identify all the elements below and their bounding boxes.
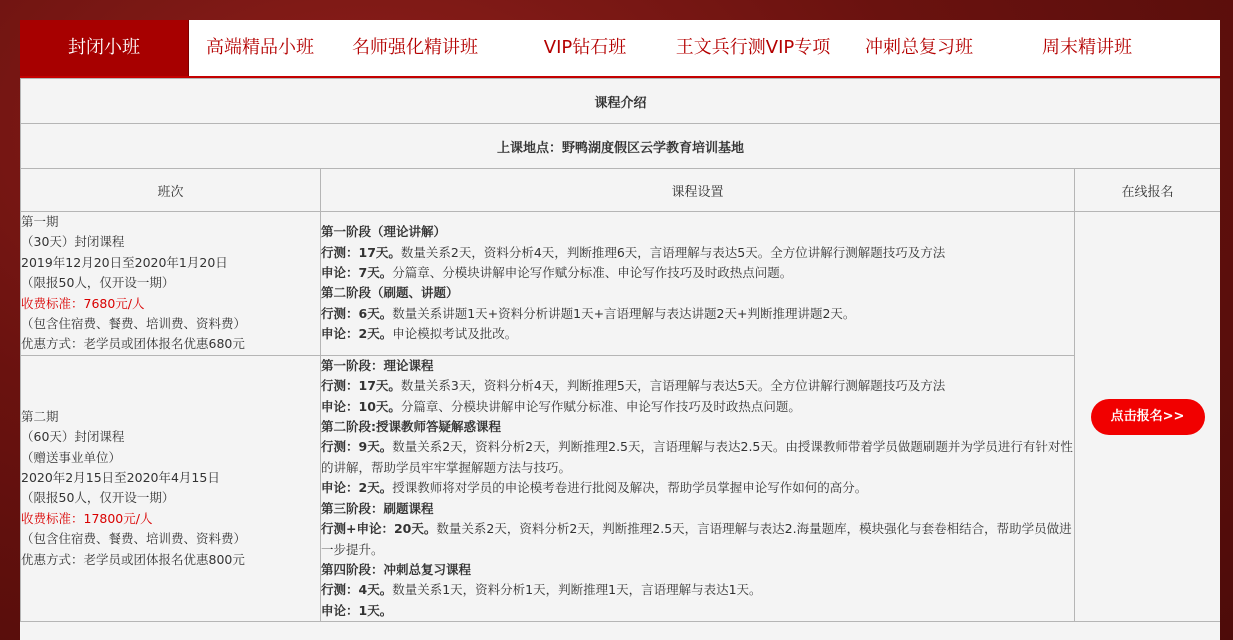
table-row — [21, 355, 1221, 621]
signup-cell — [1075, 212, 1221, 622]
signup-button[interactable]: 点击报名>> — [1091, 399, 1205, 435]
period-2-curriculum — [321, 355, 1075, 621]
list-item: 行测：9天。数量关系2天，资料分析2天，判断推理2.5天，言语理解与表达2.5天。由授课教师带着学员做题刷题并为学员进行有针对性的讲解，帮助学员牢牢掌握解题方法与技巧。 — [321, 439, 1073, 475]
period-title: 第二期 — [21, 408, 59, 424]
list-item: 申论：1天。 — [321, 602, 393, 618]
period-quota: （限报50人，仅开设一期） — [21, 275, 175, 291]
list-item: 申论：10天。分篇章、分模块讲解申论写作赋分标准、申论写作技巧及时政热点问题。 — [321, 398, 801, 414]
class-tabs — [20, 20, 1220, 78]
period-2-info — [21, 355, 321, 621]
tab-closed-small-class[interactable]: 封闭小班 — [20, 20, 189, 76]
header-curriculum: 课程设置 — [321, 169, 1075, 212]
period-includes: （包含住宿费、餐费、培训费、资料费） — [21, 316, 247, 332]
course-panel — [20, 20, 1220, 640]
list-item: 第一阶段：理论课程 — [321, 357, 434, 373]
period-includes: （包含住宿费、餐费、培训费、资料费） — [21, 531, 247, 547]
period-price: 收费标准：7680元/人 — [21, 295, 145, 311]
list-item: 第四阶段：冲刺总复习课程 — [321, 561, 472, 577]
tab-premium-small-class[interactable]: 高端精品小班 — [206, 37, 314, 58]
period-duration: （60天）封闭课程 — [21, 429, 125, 445]
course-intro-title: 课程介绍 — [21, 79, 1221, 124]
tab-weekend-class[interactable]: 周末精讲班 — [1042, 37, 1132, 58]
list-item: 行测+申论：20天。数量关系2天，资料分析2天，判断推理2.5天，言语理解与表达2.海量题库，模块强化与套卷相结合，帮助学员做进一步提升。 — [321, 521, 1072, 557]
table-row — [21, 212, 1221, 356]
period-discount: 优惠方式：老学员或团体报名优惠800元 — [21, 551, 245, 567]
list-item: 行测：17天。数量关系3天，资料分析4天，判断推理5天，言语理解与表达5天。全方位讲解行测解题技巧及方法 — [321, 378, 946, 394]
period-1-curriculum — [321, 212, 1075, 356]
list-item: 申论：2天。授课教师将对学员的申论模考卷进行批阅及解决，帮助学员掌握申论写作如何的高分。 — [321, 480, 868, 496]
period-dates: 2019年12月20日至2020年1月20日 — [21, 254, 228, 270]
header-signup: 在线报名 — [1075, 169, 1221, 212]
tab-wang-wenbing-vip[interactable]: 王文兵行测VIP专项 — [675, 37, 831, 58]
class-location: 上课地点：野鸭湖度假区云学教育培训基地 — [21, 124, 1221, 169]
list-item: 第二阶段:授课教师答疑解惑课程 — [321, 419, 501, 435]
list-item: 第一阶段（理论讲解） — [321, 224, 447, 240]
period-quota: （限报50人，仅开设一期） — [21, 490, 175, 506]
list-item: 行测：6天。数量关系讲题1天+资料分析讲题1天+言语理解与表达讲题2天+判断推理讲题2天。 — [321, 305, 856, 321]
period-title: 第一期 — [21, 214, 59, 229]
tab-master-intensive-class[interactable]: 名师强化精讲班 — [352, 37, 478, 58]
period-price: 收费标准：17800元/人 — [21, 510, 153, 526]
list-item: 行测：17天。数量关系2天，资料分析4天，判断推理6天，言语理解与表达5天。全方位讲解行测解题技巧及方法 — [321, 244, 946, 260]
period-discount: 优惠方式：老学员或团体报名优惠680元 — [21, 336, 245, 352]
period-dates: 2020年2月15日至2020年4月15日 — [21, 470, 220, 486]
list-item: 第二阶段（刷题、讲题） — [321, 285, 459, 301]
list-item: 申论：7天。分篇章、分模块讲解申论写作赋分标准、申论写作技巧及时政热点问题。 — [321, 265, 793, 281]
list-item: 第三阶段：刷题课程 — [321, 500, 434, 516]
period-1-info — [21, 212, 321, 356]
course-table — [20, 78, 1220, 622]
period-duration: （30天）封闭课程 — [21, 234, 125, 250]
header-class: 班次 — [21, 169, 321, 212]
period-bonus: （赠送事业单位） — [21, 449, 122, 465]
list-item: 申论：2天。申论模拟考试及批改。 — [321, 326, 518, 342]
list-item: 行测：4天。数量关系1天，资料分析1天，判断推理1天，言语理解与表达1天。 — [321, 582, 762, 598]
tab-vip-diamond-class[interactable]: VIP钻石班 — [543, 37, 627, 58]
tab-sprint-review-class[interactable]: 冲刺总复习班 — [865, 37, 973, 58]
